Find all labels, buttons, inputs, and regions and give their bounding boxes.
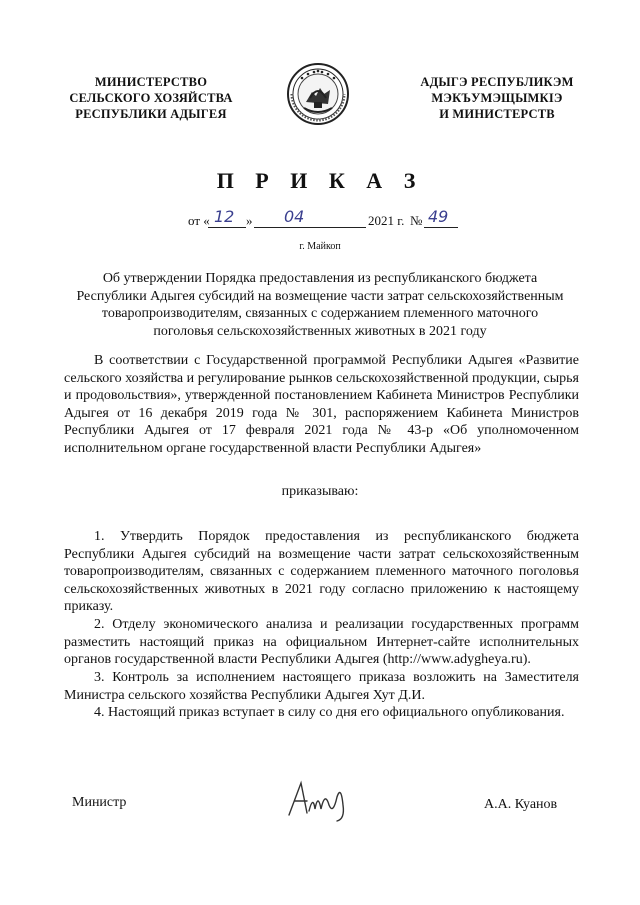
date-month: 04	[284, 207, 305, 226]
order-item-text: 1. Утвердить Порядок предоставления из республиканского бюджета Республики Адыгея субсидий на возмещение части затрат сельскохозяйственным товаропроизводителям, связанных с содержанием племенного маточного поголовья сельскохозяйственных животных в 2021 году согласно приложению к настоящему приказу.	[64, 529, 579, 614]
date-quote-close: »	[246, 213, 253, 228]
date-year: 2021 г.	[368, 213, 405, 228]
subject-line: Об утверждении Порядка предоставления из республиканского бюджета	[102, 271, 538, 286]
order-item-2	[64, 616, 579, 669]
order-subject	[50, 270, 590, 340]
adygea-emblem-icon	[286, 62, 350, 126]
order-item-text: 4. Настоящий приказ вступает в силу со дня его официального опубликования.	[94, 705, 565, 720]
subject-line: Республики Адыгея субсидий на возмещение части затрат сельскохозяйственным	[76, 288, 564, 304]
order-item-3	[64, 669, 579, 704]
order-item-text: 3. Контроль за исполнением настоящего приказа возложить на Заместителя Министра сельского хозяйства Республики Адыгея Хут Д.И.	[64, 670, 579, 703]
header-right-line: И МИНИСТЕРСТВ	[439, 107, 555, 121]
date-prefix: от «	[188, 213, 210, 228]
order-item-text: 2. Отделу экономического анализа и реализации государственных программ разместить настоящий приказ на официальном Интернет-сайте исполнительных органов государственной власти Республики Адыгея (http://www.adygheya.ru).	[64, 617, 579, 667]
order-item-1	[64, 528, 579, 616]
header-left-line: СЕЛЬСКОГО ХОЗЯЙСТВА	[69, 91, 233, 105]
preamble-paragraph	[64, 352, 579, 457]
ministry-name-adyghe	[404, 74, 590, 122]
date-day: 12	[214, 207, 235, 226]
preamble-text: В соответствии с Государственной программой Республики Адыгея «Развитие сельского хозяйства и регулирование рынков сельскохозяйственной продукции, сырья и продовольствия», утвержденной постановлением Кабинета Министров Республики Адыгея от 16 декабря 2019 года № 301, распоряжением Кабинета Министров Республики Адыгея от 17 февраля 2021 года № 43-р «Об уполномоченном исполнительном органе государственной власти Республики Адыгея»	[64, 353, 579, 456]
handwritten-signature-icon	[285, 775, 355, 825]
order-item-4	[64, 704, 579, 722]
city-label: г. Майкоп	[299, 241, 341, 252]
order-number: 49	[428, 207, 449, 226]
order-word: приказываю:	[281, 484, 359, 499]
document-title: П Р И К А З	[216, 168, 424, 193]
signatory-name: А.А. Куанов	[484, 797, 558, 812]
header-left-line: РЕСПУБЛИКИ АДЫГЕЯ	[75, 107, 227, 121]
subject-line: поголовья сельскохозяйственных животных в 2021 году	[153, 323, 487, 339]
subject-line: товаропроизводителям, связанных с содержанием племенного маточного	[101, 306, 539, 321]
header-right-line: МЭКЪУМЭЩЫМКІЭ	[431, 91, 563, 105]
signatory-title: Министр	[72, 795, 127, 810]
ministry-name-russian	[62, 74, 240, 122]
number-label: №	[410, 213, 423, 228]
date-line	[188, 207, 458, 233]
header-left-line: МИНИСТЕРСТВО	[94, 75, 208, 89]
header-right-line: АДЫГЭ РЕСПУБЛИКЭМ	[420, 75, 574, 89]
